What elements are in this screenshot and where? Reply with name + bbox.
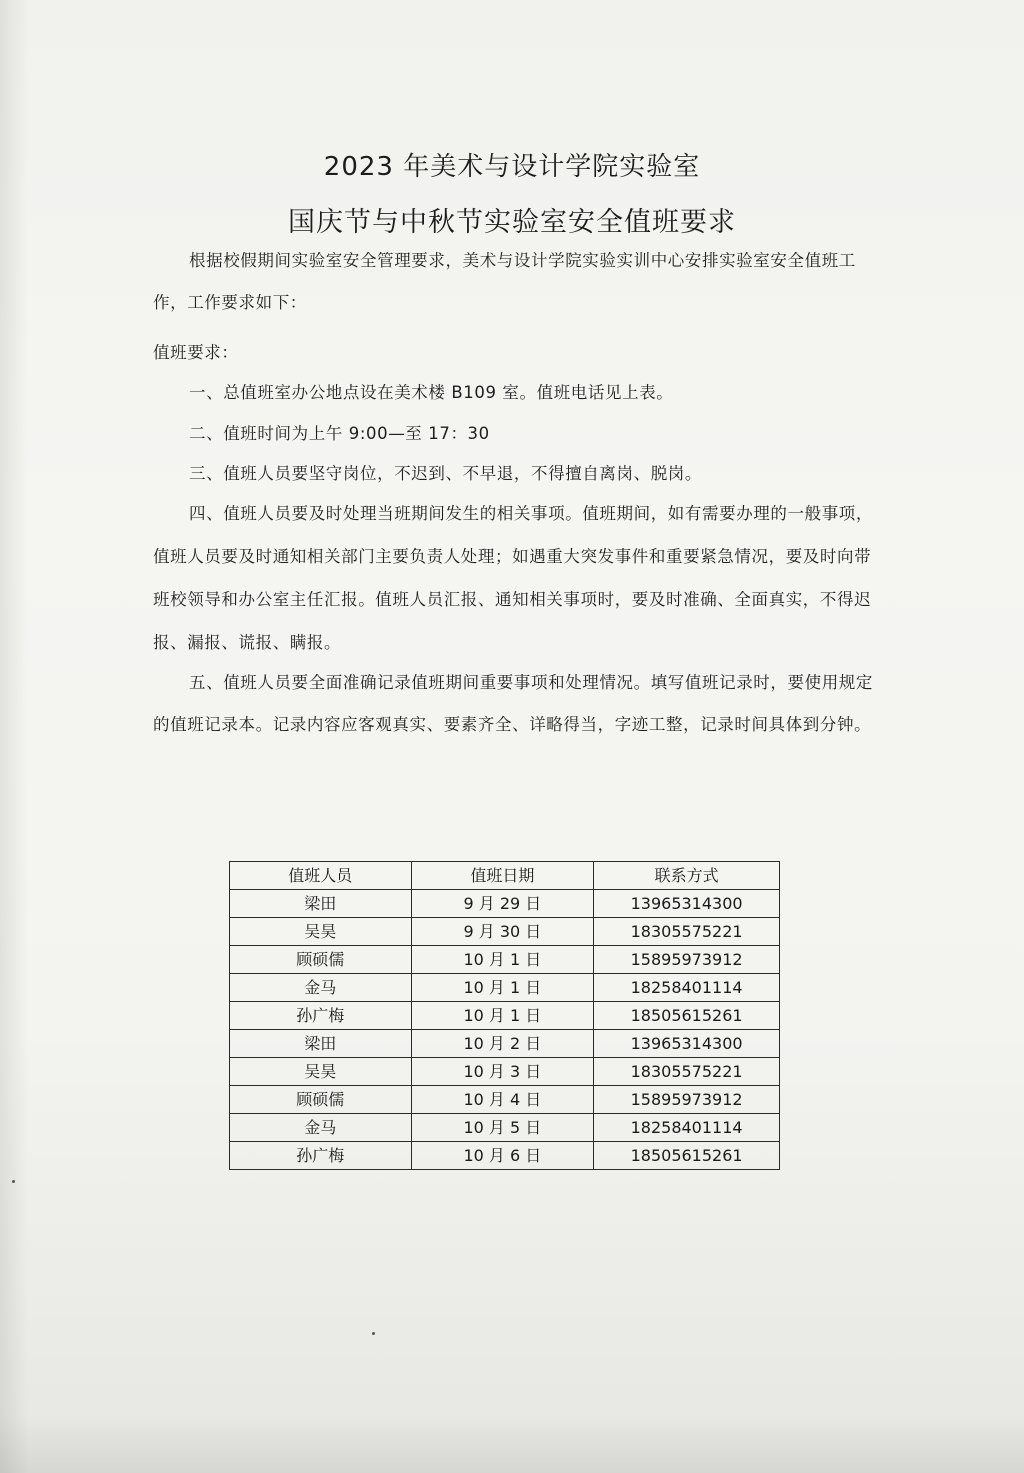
table-row xyxy=(230,1086,780,1114)
header-duty-date: 值班日期 xyxy=(411,862,594,890)
cell-date: 10 月 4 日 xyxy=(411,1086,594,1114)
cell-date: 9 月 29 日 xyxy=(411,890,594,918)
cell-phone: 18258401114 xyxy=(594,974,780,1002)
table-row xyxy=(230,946,780,974)
cell-phone: 18258401114 xyxy=(594,1114,780,1142)
cell-date: 10 月 1 日 xyxy=(411,974,594,1002)
table-row xyxy=(230,1114,780,1142)
intro-paragraph: 根据校假期间实验室安全管理要求，美术与设计学院实验实训中心安排实验室安全值班工作，工作要求如下： xyxy=(153,251,856,312)
cell-phone: 18505615261 xyxy=(594,1142,780,1170)
table-row xyxy=(230,1142,780,1170)
cell-person: 孙广梅 xyxy=(230,1002,412,1030)
table-row xyxy=(230,890,780,918)
cell-date: 10 月 1 日 xyxy=(411,946,594,974)
cell-phone: 18305575221 xyxy=(594,918,780,946)
requirement-item-3: 三、值班人员要坚守岗位，不迟到、不早退，不得擅自离岗、脱岗。 xyxy=(189,464,702,483)
cell-person: 金马 xyxy=(230,974,412,1002)
cell-person: 顾硕儒 xyxy=(230,946,412,974)
table-row xyxy=(230,1058,780,1086)
paper-speck xyxy=(12,1180,15,1183)
cell-person: 顾硕儒 xyxy=(230,1086,412,1114)
cell-date: 10 月 2 日 xyxy=(411,1030,594,1058)
cell-phone: 18305575221 xyxy=(594,1058,780,1086)
requirement-item-5: 五、值班人员要全面准确记录值班期间重要事项和处理情况。填写值班记录时，要使用规定的值班记录本。记录内容应客观真实、要素齐全、详略得当，字迹工整，记录时间具体到分钟。 xyxy=(153,673,873,734)
cell-person: 吴昊 xyxy=(230,918,412,946)
document-title-line1: 2023 年美术与设计学院实验室 xyxy=(323,152,701,182)
duty-roster-table xyxy=(229,861,780,1170)
requirements-label: 值班要求： xyxy=(153,343,239,362)
cell-person: 梁田 xyxy=(230,890,412,918)
cell-person: 孙广梅 xyxy=(230,1142,412,1170)
table-row xyxy=(230,918,780,946)
cell-phone: 18505615261 xyxy=(594,1002,780,1030)
cell-date: 10 月 1 日 xyxy=(411,1002,594,1030)
table-row xyxy=(230,974,780,1002)
requirement-item-2: 二、值班时间为上午 9:00—至 17：30 xyxy=(189,424,490,443)
document-title-line2: 国庆节与中秋节实验室安全值班要求 xyxy=(288,207,736,238)
requirement-item-1: 一、总值班室办公地点设在美术楼 B109 室。值班电话见上表。 xyxy=(189,383,674,402)
header-duty-person: 值班人员 xyxy=(230,862,412,890)
cell-date: 10 月 3 日 xyxy=(411,1058,594,1086)
cell-person: 吴昊 xyxy=(230,1058,412,1086)
table-header-row xyxy=(230,862,780,890)
cell-date: 10 月 5 日 xyxy=(411,1114,594,1142)
cell-person: 金马 xyxy=(230,1114,412,1142)
cell-person: 梁田 xyxy=(230,1030,412,1058)
requirement-item-4: 四、值班人员要及时处理当班期间发生的相关事项。值班期间，如有需要办理的一般事项，值班人员要及时通知相关部门主要负责人处理；如遇重大突发事件和重要紧急情况，要及时向带班校领导和办公室主任汇报。值班人员汇报、通知相关事项时，要及时准确、全面真实，不得迟报、漏报、谎报、瞒报。 xyxy=(153,504,873,652)
cell-date: 9 月 30 日 xyxy=(411,918,594,946)
cell-phone: 13965314300 xyxy=(594,1030,780,1058)
cell-phone: 15895973912 xyxy=(594,946,780,974)
cell-date: 10 月 6 日 xyxy=(411,1142,594,1170)
cell-phone: 13965314300 xyxy=(594,890,780,918)
table-row xyxy=(230,1030,780,1058)
page-shadow-bottom xyxy=(0,1413,1024,1473)
cell-phone: 15895973912 xyxy=(594,1086,780,1114)
header-contact: 联系方式 xyxy=(594,862,780,890)
table-row xyxy=(230,1002,780,1030)
paper-speck xyxy=(372,1332,375,1335)
